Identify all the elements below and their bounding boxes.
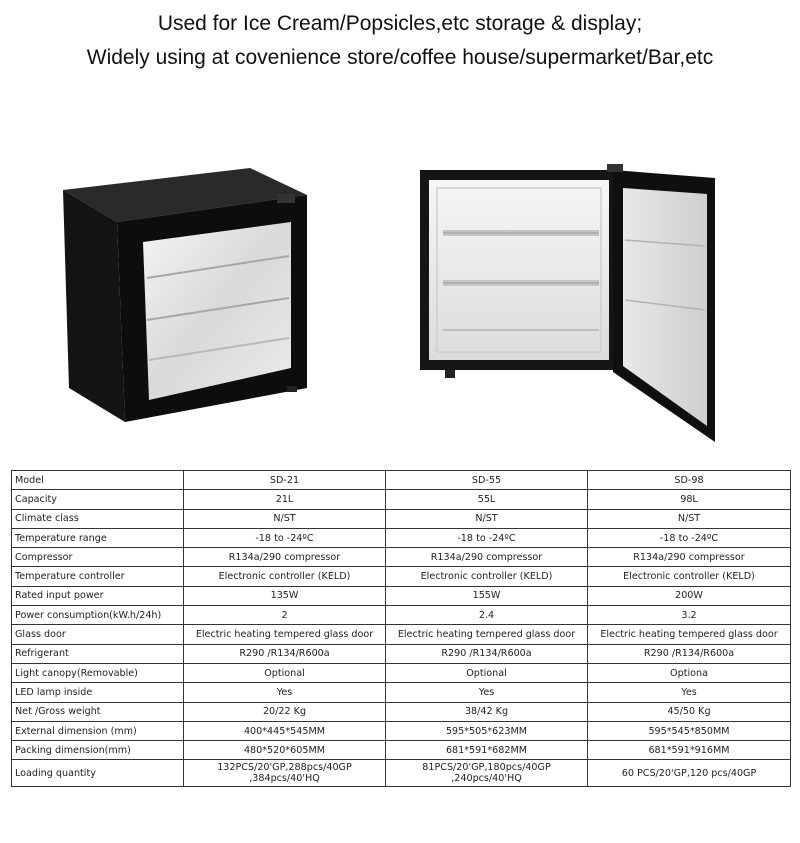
spec-value: 2 bbox=[184, 606, 386, 625]
spec-value: SD-21 bbox=[184, 471, 386, 490]
spec-value: 595*505*623MM bbox=[386, 721, 588, 740]
spec-value: SD-98 bbox=[588, 471, 791, 490]
spec-label: External dimension (mm) bbox=[12, 721, 184, 740]
spec-value-line: ,240pcs/40'HQ bbox=[451, 773, 522, 785]
spec-value bbox=[184, 760, 386, 787]
spec-label: Temperature controller bbox=[12, 567, 184, 586]
spec-value: 55L bbox=[386, 490, 588, 509]
spec-label: Light canopy(Removable) bbox=[12, 663, 184, 682]
spec-value: N/ST bbox=[184, 509, 386, 528]
spec-label: LED lamp inside bbox=[12, 683, 184, 702]
spec-row bbox=[12, 567, 791, 586]
spec-value: R290 /R134/R600a bbox=[588, 644, 791, 663]
spec-value: R134a/290 compressor bbox=[386, 548, 588, 567]
spec-value-line: 60 PCS/20'GP,120 pcs/40GP bbox=[621, 767, 757, 779]
spec-value: 20/22 Kg bbox=[184, 702, 386, 721]
spec-row bbox=[12, 644, 791, 663]
spec-value-line: 81PCS/20'GP,180pcs/40GP bbox=[422, 762, 551, 774]
freezer-open-image bbox=[415, 160, 720, 445]
spec-value: 98L bbox=[588, 490, 791, 509]
spec-label: Climate class bbox=[12, 509, 184, 528]
spec-label: Power consumption(kW.h/24h) bbox=[12, 606, 184, 625]
spec-value: 200W bbox=[588, 586, 791, 605]
spec-value: R134a/290 compressor bbox=[184, 548, 386, 567]
spec-value: 595*545*850MM bbox=[588, 721, 791, 740]
spec-value: Electric heating tempered glass door bbox=[588, 625, 791, 644]
spec-value: 3.2 bbox=[588, 606, 791, 625]
spec-value: Optional bbox=[386, 663, 588, 682]
spec-row bbox=[12, 490, 791, 509]
spec-value: Electronic controller (KELD) bbox=[386, 567, 588, 586]
spec-value: 21L bbox=[184, 490, 386, 509]
spec-label: Compressor bbox=[12, 548, 184, 567]
spec-value: Optiona bbox=[588, 663, 791, 682]
spec-value: Yes bbox=[588, 683, 791, 702]
spec-value: 400*445*545MM bbox=[184, 721, 386, 740]
spec-value: 480*520*605MM bbox=[184, 741, 386, 760]
spec-row bbox=[12, 548, 791, 567]
spec-row bbox=[12, 721, 791, 740]
spec-label: Packing dimension(mm) bbox=[12, 741, 184, 760]
spec-row bbox=[12, 509, 791, 528]
spec-value: 681*591*682MM bbox=[386, 741, 588, 760]
spec-value: R290 /R134/R600a bbox=[184, 644, 386, 663]
spec-row bbox=[12, 586, 791, 605]
spec-label: Rated input power bbox=[12, 586, 184, 605]
spec-label: Model bbox=[12, 471, 184, 490]
spec-value: SD-55 bbox=[386, 471, 588, 490]
spec-row bbox=[12, 625, 791, 644]
spec-header-row bbox=[12, 471, 791, 490]
spec-value: Electronic controller (KELD) bbox=[184, 567, 386, 586]
spec-row-loading bbox=[12, 760, 791, 787]
spec-label: Loading quantity bbox=[12, 760, 184, 787]
freezer-closed-image bbox=[55, 160, 315, 430]
spec-label: Net /Gross weight bbox=[12, 702, 184, 721]
spec-value: 135W bbox=[184, 586, 386, 605]
spec-row bbox=[12, 741, 791, 760]
spec-row bbox=[12, 528, 791, 547]
spec-value: Yes bbox=[184, 683, 386, 702]
spec-value: R134a/290 compressor bbox=[588, 548, 791, 567]
spec-value-line: ,384pcs/40'HQ bbox=[249, 773, 320, 785]
spec-value: 45/50 Kg bbox=[588, 702, 791, 721]
headline-line-2: Widely using at covenience store/coffee house/supermarket/Bar,etc bbox=[86, 46, 714, 69]
spec-label: Refrigerant bbox=[12, 644, 184, 663]
spec-value: Optional bbox=[184, 663, 386, 682]
spec-value bbox=[386, 760, 588, 787]
spec-value bbox=[588, 760, 791, 787]
spec-value: N/ST bbox=[386, 509, 588, 528]
spec-value: 2.4 bbox=[386, 606, 588, 625]
spec-row bbox=[12, 683, 791, 702]
spec-label: Capacity bbox=[12, 490, 184, 509]
spec-label: Glass door bbox=[12, 625, 184, 644]
spec-value: R290 /R134/R600a bbox=[386, 644, 588, 663]
spec-row bbox=[12, 663, 791, 682]
spec-row bbox=[12, 702, 791, 721]
spec-value: Electric heating tempered glass door bbox=[184, 625, 386, 644]
spec-value: Yes bbox=[386, 683, 588, 702]
spec-value: -18 to -24ºC bbox=[588, 528, 791, 547]
spec-value: N/ST bbox=[588, 509, 791, 528]
spec-label: Temperature range bbox=[12, 528, 184, 547]
spec-value: Electric heating tempered glass door bbox=[386, 625, 588, 644]
spec-value-line: 132PCS/20'GP,288pcs/40GP bbox=[217, 762, 352, 774]
spec-value: 155W bbox=[386, 586, 588, 605]
spec-value: -18 to -24ºC bbox=[184, 528, 386, 547]
spec-table bbox=[11, 470, 791, 787]
spec-row bbox=[12, 606, 791, 625]
spec-value: -18 to -24ºC bbox=[386, 528, 588, 547]
spec-value: Electronic controller (KELD) bbox=[588, 567, 791, 586]
spec-value: 38/42 Kg bbox=[386, 702, 588, 721]
spec-value: 681*591*916MM bbox=[588, 741, 791, 760]
headline-line-1: Used for Ice Cream/Popsicles,etc storage & display; bbox=[157, 12, 643, 35]
